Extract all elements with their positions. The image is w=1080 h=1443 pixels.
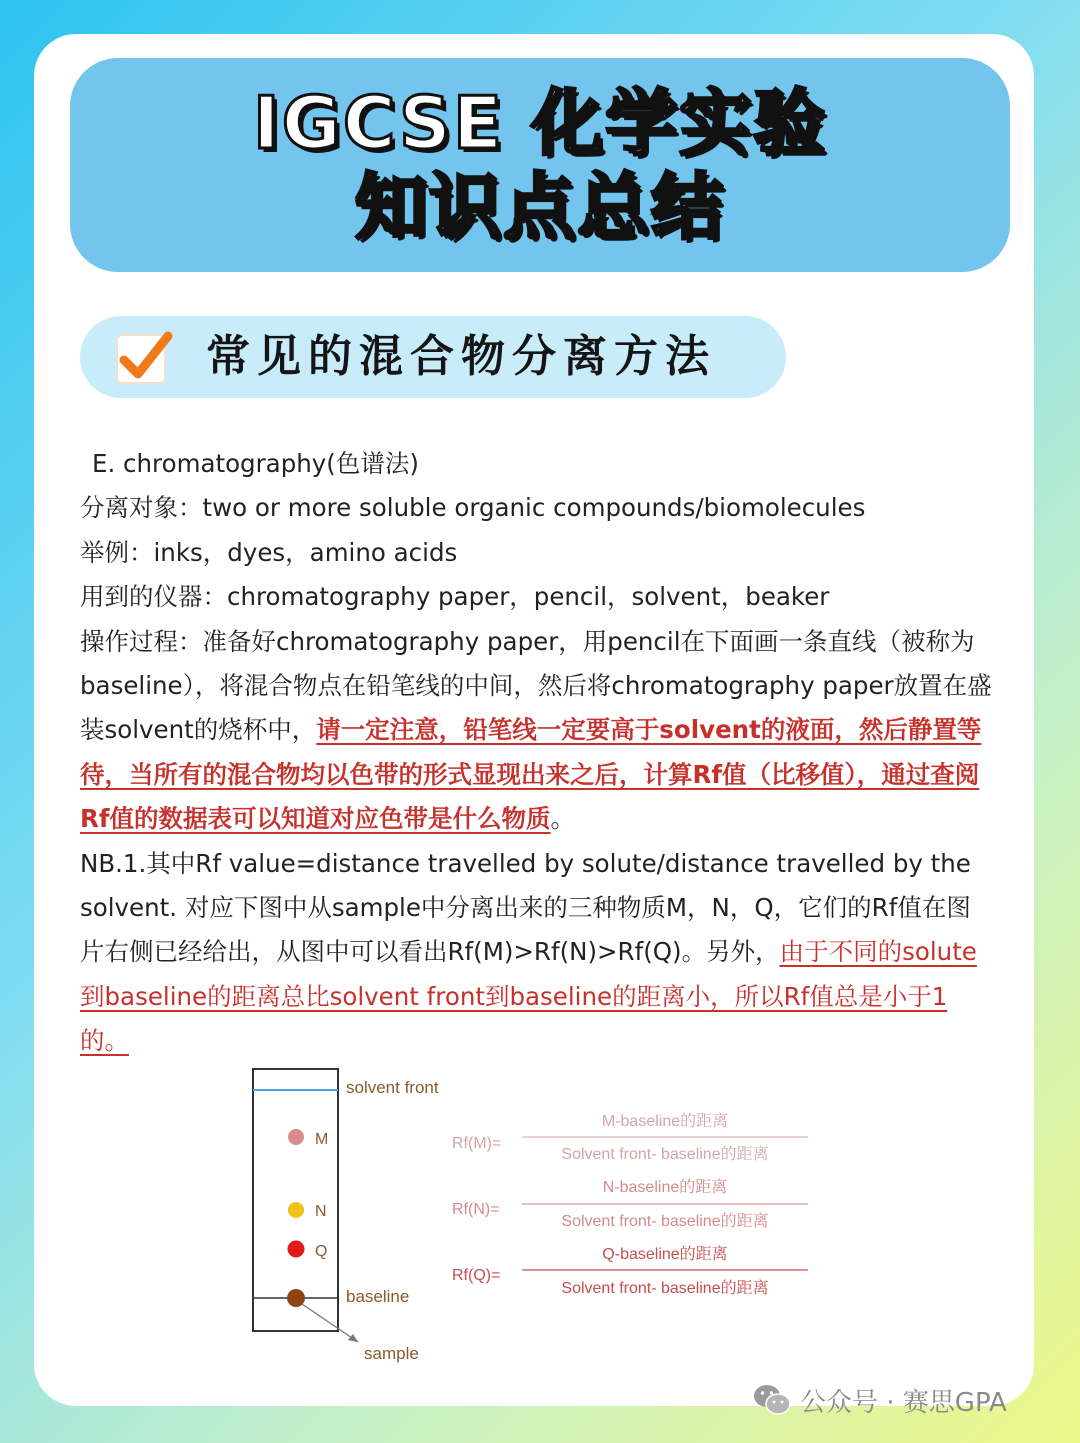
title-line-2: 知识点总结: [354, 165, 725, 249]
section-title: 常见的混合物分离方法: [206, 331, 716, 382]
baseline-label: baseline: [346, 1287, 410, 1306]
procedure-highlight: 请一定注意，铅笔线一定要高于solvent的液面，然后静置等待，当所有的混合物均以色带的形式显现出来之后，计算Rf值（比移值），通过查阅Rf值的数据表可以知道对应色带是什么物质: [80, 715, 982, 834]
objects-value: two or more soluble organic compounds/biomolecules: [202, 493, 866, 523]
sample-label: sample: [364, 1344, 419, 1363]
solvent-front-label: solvent front: [346, 1078, 439, 1097]
nb-text: NB.1.其中Rf value=distance travelled by solute/distance travelled by the solvent. 对应下图中从sample中分离出来的三种物质M，N，Q，它们的Rf值在图片右侧已经给出，从图中可以看出Rf(M)>Rf(N)>Rf(Q)。另外，: [80, 848, 971, 967]
chromatography-diagram: [234, 1064, 854, 1364]
formula-m-numerator: M-baseline的距离: [601, 1113, 729, 1130]
formula-n-numerator: N-baseline的距离: [602, 1179, 728, 1196]
examples-value: inks，dyes，amino acids: [153, 537, 458, 567]
apparatus-label: 用到的仪器：: [80, 582, 227, 612]
examples-label: 举例：: [80, 537, 154, 567]
procedure-label: 操作过程：: [80, 626, 203, 656]
article-body: [80, 442, 992, 1064]
procedure: [80, 620, 992, 842]
section-header: [80, 316, 786, 398]
formula-q-numerator: Q-baseline的距离: [602, 1246, 728, 1263]
sample-arrowhead: [348, 1334, 358, 1342]
title-banner: [70, 58, 1010, 272]
watermark-text: 公众号 · 赛思GPA: [800, 1387, 1007, 1418]
spot-q-label: Q: [315, 1243, 328, 1260]
spot-m-label: M: [315, 1131, 329, 1148]
title-line-1: IGCSE 化学实验: [252, 81, 828, 165]
formula-n-lhs: Rf(N)=: [452, 1201, 500, 1218]
procedure-text: 准备好chromatography paper，用pencil在下面画一条直线（被称为baseline），将混合物点在铅笔线的中间，然后将chromatography paper放置在盛装solvent的烧杯中，: [80, 626, 992, 745]
procedure-end: 。: [550, 804, 576, 834]
formula-m-lhs: Rf(M)=: [452, 1135, 502, 1152]
formula-m-denominator: Solvent front- baseline的距离: [561, 1146, 769, 1163]
spot-q: [288, 1241, 305, 1258]
apparatus: [80, 575, 992, 619]
separation-objects: [80, 486, 992, 530]
content-card: [34, 34, 1034, 1406]
method-heading: E. chromatography(色谱法): [92, 449, 419, 478]
objects-label: 分离对象：: [80, 493, 203, 523]
wechat-icon: [752, 1383, 792, 1417]
apparatus-value: chromatography paper，pencil，solvent，beaker: [227, 582, 830, 612]
formula-n-denominator: Solvent front- baseline的距离: [561, 1213, 769, 1230]
spot-n: [288, 1202, 304, 1218]
spot-m: [288, 1129, 304, 1145]
examples: [80, 531, 992, 575]
spot-n-label: N: [315, 1203, 327, 1220]
formula-q-denominator: Solvent front- baseline的距离: [561, 1280, 769, 1297]
nb-highlight: 由于不同的solute到baseline的距离总比solvent front到baseline的距离小，所以Rf值总是小于1的。: [80, 937, 977, 1056]
checkmark-icon: [116, 334, 166, 384]
formula-q-lhs: Rf(Q)=: [452, 1267, 501, 1284]
nb-note: [80, 842, 992, 1064]
watermark: [752, 1382, 1007, 1418]
